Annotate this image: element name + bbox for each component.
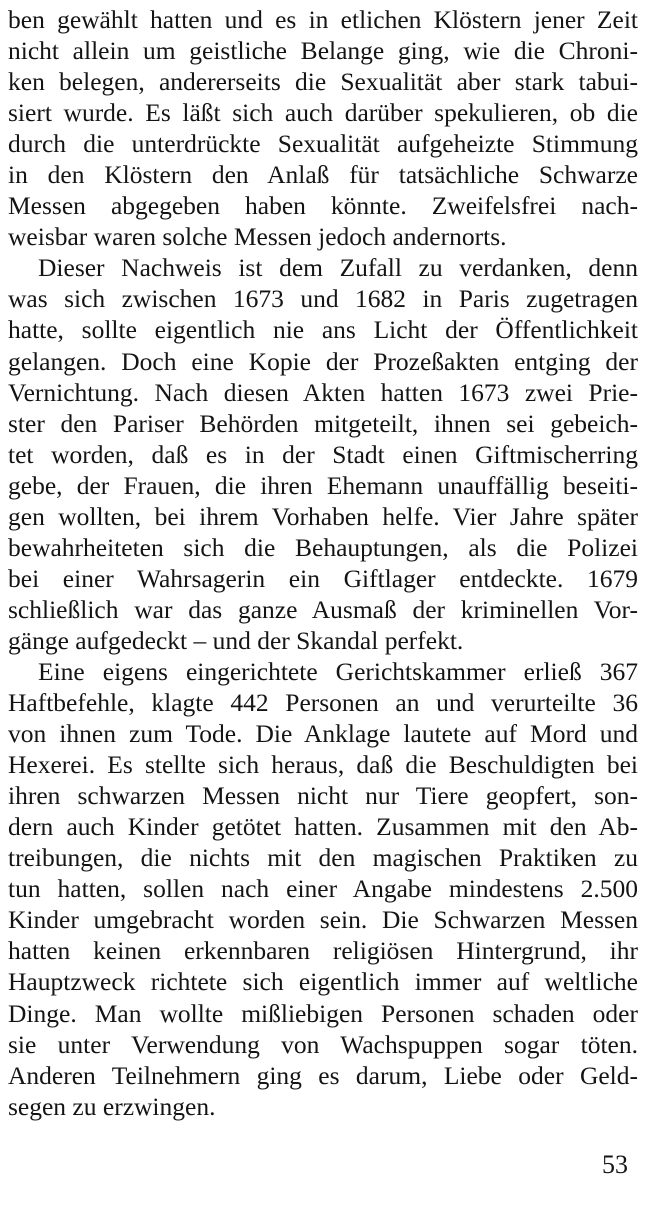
- text-line: in den Klöstern den Anlaß für tatsächliche Schwarze: [8, 160, 638, 190]
- text-line: weisbar waren solche Messen jedoch andernorts.: [8, 222, 507, 252]
- text-line: Anderen Teilnehmern ging es darum, Liebe oder Geld-: [8, 1060, 638, 1090]
- text-line: siert wurde. Es läßt sich auch darüber spekulieren, ob die: [8, 98, 638, 128]
- text-line: Haftbefehle, klagte 442 Personen an und verurteilte 36: [8, 688, 638, 718]
- text-line: schließlich war das ganze Ausmaß der kriminellen Vor-: [8, 594, 638, 624]
- text-line: Dieser Nachweis ist dem Zufall zu verdanken, denn: [38, 253, 638, 283]
- text-line: ken belegen, andererseits die Sexualität aber stark tabui-: [8, 67, 638, 97]
- text-line: gen wollten, bei ihrem Vorhaben helfe. Vier Jahre später: [8, 501, 638, 531]
- paragraph: [8, 656, 638, 1122]
- page-number: 53: [602, 1150, 628, 1179]
- text-line: bei einer Wahrsagerin ein Giftlager entdeckte. 1679: [8, 563, 638, 593]
- text-line: Vernichtung. Nach diesen Akten hatten 1673 zwei Prie-: [8, 377, 638, 407]
- text-line: gelangen. Doch eine Kopie der Prozeßakten entging der: [8, 346, 638, 376]
- text-line: von ihnen zum Tode. Die Anklage lautete auf Mord und: [8, 719, 638, 749]
- text-line: Hauptzweck richtete sich eigentlich immer auf weltliche: [8, 967, 638, 997]
- text-line: tet worden, daß es in der Stadt einen Giftmischerring: [8, 439, 638, 469]
- text-line: gebe, der Frauen, die ihren Ehemann unauffällig beseiti-: [8, 470, 638, 500]
- text-line: segen zu erzwingen.: [8, 1091, 216, 1121]
- text-line: nicht allein um geistliche Belange ging, wie die Chroni-: [8, 36, 638, 66]
- text-line: was sich zwischen 1673 und 1682 in Paris zugetragen: [8, 284, 638, 314]
- paragraph: [8, 252, 638, 656]
- text-line: Kinder umgebracht worden sein. Die Schwarzen Messen: [8, 905, 638, 935]
- text-line: treibungen, die nichts mit den magischen Praktiken zu: [8, 843, 638, 873]
- text-line: hatte, sollte eigentlich nie ans Licht der Öffentlichkeit: [8, 315, 638, 345]
- text-line: gänge aufgedeckt – und der Skandal perfekt.: [8, 625, 464, 655]
- text-line: ster den Pariser Behörden mitgeteilt, ihnen sei gebeich-: [8, 408, 638, 438]
- body-text: [8, 4, 638, 1122]
- text-line: hatten keinen erkennbaren religiösen Hintergrund, ihr: [8, 936, 638, 966]
- text-line: bewahrheiteten sich die Behauptungen, als die Polizei: [8, 532, 638, 562]
- text-line: Dinge. Man wollte mißliebigen Personen schaden oder: [8, 998, 638, 1028]
- paragraph: [8, 4, 638, 252]
- text-line: tun hatten, sollen nach einer Angabe mindestens 2.500: [8, 874, 638, 904]
- text-line: Hexerei. Es stellte sich heraus, daß die Beschuldigten bei: [8, 750, 638, 780]
- text-line: Eine eigens eingerichtete Gerichtskammer erließ 367: [38, 656, 638, 686]
- text-line: sie unter Verwendung von Wachspuppen sogar töten.: [8, 1029, 638, 1059]
- text-line: ihren schwarzen Messen nicht nur Tiere geopfert, son-: [8, 781, 638, 811]
- text-line: durch die unterdrückte Sexualität aufgeheizte Stimmung: [8, 129, 638, 159]
- book-page: [8, 0, 638, 1209]
- text-line: dern auch Kinder getötet hatten. Zusammen mit den Ab-: [8, 812, 638, 842]
- text-line: ben gewählt hatten und es in etlichen Klöstern jener Zeit: [8, 5, 638, 34]
- text-line: Messen abgegeben haben könnte. Zweifelsfrei nach-: [8, 191, 638, 221]
